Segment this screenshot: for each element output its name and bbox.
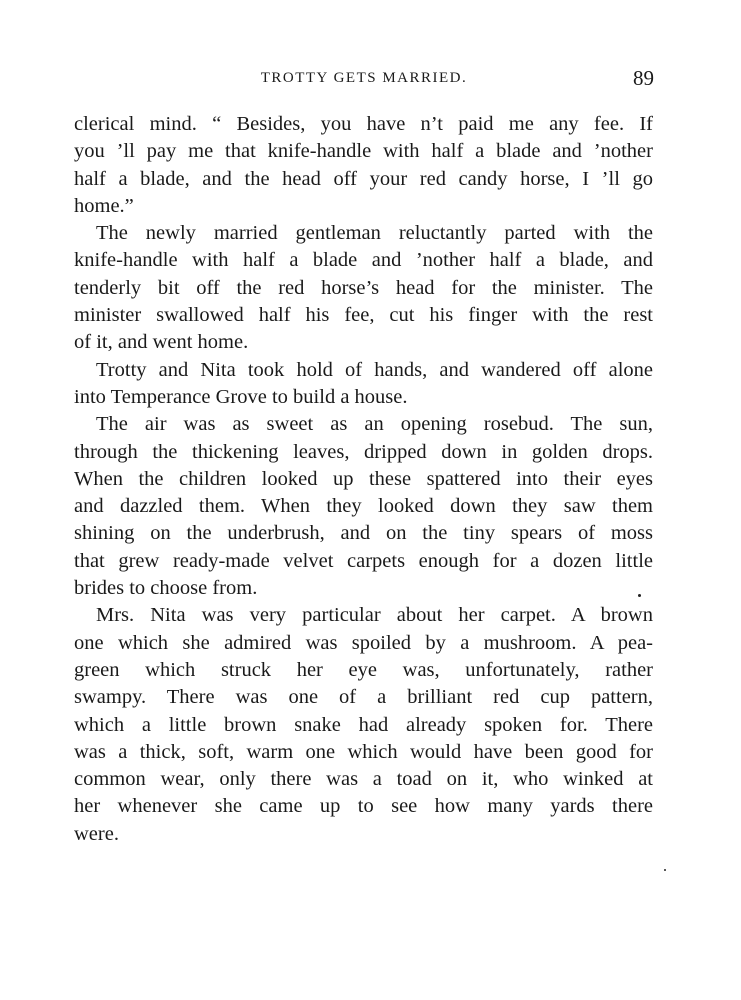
text-line: green which struck her eye was, unfortunately, rather [74, 658, 653, 681]
text-line: was a thick, soft, warm one which would have been good for [74, 740, 653, 763]
text-line: swampy. There was one of a brilliant red cup pattern, [74, 686, 653, 709]
text-line: The air was as sweet as an opening rosebud. The sun, [96, 413, 653, 436]
print-speck [638, 594, 641, 597]
text-line: Trotty and Nita took hold of hands, and wandered off alone [96, 358, 653, 381]
text-line: half a blade, and the head off your red candy horse, I ’ll go [74, 167, 653, 190]
page-number: 89 [633, 66, 654, 90]
text-line: one which she admired was spoiled by a mushroom. A pea- [74, 631, 653, 654]
text-line: and dazzled them. When they looked down they saw them [74, 495, 653, 518]
text-line: into Temperance Grove to build a house. [74, 385, 408, 408]
text-line: her whenever she came up to see how many yards there [74, 795, 653, 818]
text-line: you ’ll pay me that knife-handle with half a blade and ’nother [74, 140, 653, 163]
text-line: When the children looked up these spattered into their eyes [74, 467, 653, 490]
text-line: were. [74, 822, 119, 845]
body-text [74, 111, 653, 848]
text-line: The newly married gentleman reluctantly parted with the [96, 222, 653, 245]
text-line: brides to choose from. [74, 577, 258, 600]
text-line: which a little brown snake had already spoken for. There [74, 713, 653, 736]
text-line: shining on the underbrush, and on the tiny spears of moss [74, 522, 653, 545]
text-line: home.” [74, 194, 134, 217]
text-line: that grew ready-made velvet carpets enough for a dozen little [74, 549, 653, 572]
print-speck [664, 869, 666, 871]
text-line: common wear, only there was a toad on it, who winked at [74, 768, 653, 791]
text-line: tenderly bit off the red horse’s head for the minister. The [74, 276, 653, 299]
text-line: knife-handle with half a blade and ’nother half a blade, and [74, 249, 653, 272]
text-line: through the thickening leaves, dripped down in golden drops. [74, 440, 653, 463]
text-line: clerical mind. “ Besides, you have n’t paid me any fee. If [74, 113, 653, 135]
text-line: of it, and went home. [74, 331, 249, 354]
text-line: Mrs. Nita was very particular about her carpet. A brown [96, 604, 653, 627]
running-head [74, 66, 654, 96]
text-line: minister swallowed half his fee, cut his finger with the rest [74, 304, 653, 327]
running-title: TROTTY GETS MARRIED. [260, 70, 468, 86]
